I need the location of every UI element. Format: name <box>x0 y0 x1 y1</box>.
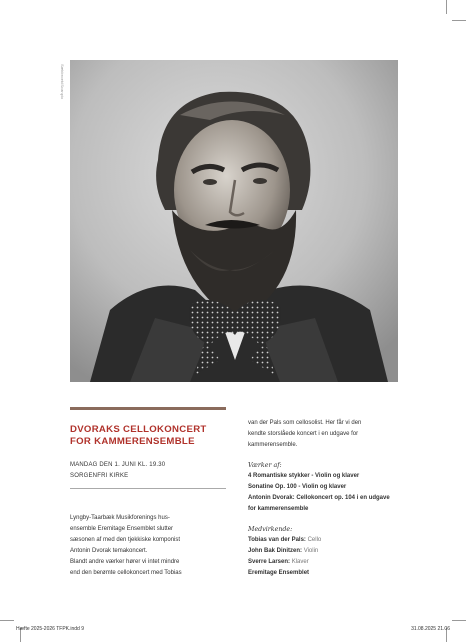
event-venue: SORGENFRI KIRKE <box>70 473 129 479</box>
text-line: end den berømte cellokoncert med Tobias <box>70 570 182 576</box>
performer-role: Klaver <box>291 559 309 565</box>
performer-line <box>248 568 408 579</box>
performers-heading: Medvirkende: <box>248 526 293 533</box>
work-line: for kammerensemble <box>248 506 309 512</box>
performer-name: Tobias van der Pals: <box>248 537 306 543</box>
text-line: kammerensemble. <box>248 442 298 448</box>
right-column <box>248 418 408 579</box>
text-line: Lyngby-Taarbæk Musikforenings hus- <box>70 515 170 521</box>
divider <box>70 488 226 489</box>
footer-timestamp: 31.08.2025 21.06 <box>411 626 450 632</box>
photo-credit: Sækbroek/Scanpix <box>60 64 65 100</box>
text-line: ensemble Eremitage Ensemblet slutter <box>70 526 174 532</box>
work-line: Antonin Dvorak: Cellokoncert op. 104 i en udgave <box>248 495 390 501</box>
event-date: MANDAG DEN 1. JUNI KL. 19.30 <box>70 462 166 468</box>
text-line: van der Pals som cellosolist. Her får vi den <box>248 420 362 426</box>
crop-mark <box>452 20 466 21</box>
intro-paragraph <box>70 513 230 579</box>
title-line: FOR KAMMERENSEMBLE <box>70 435 195 447</box>
footer-file-info: Hæfte 2025-2026 TFPK.indd 9 <box>16 626 85 632</box>
work-line: Sonatine Op. 100 - Violin og klaver <box>248 484 347 490</box>
event-meta <box>70 460 230 482</box>
crop-mark <box>0 620 14 621</box>
performer-name: Eremitage Ensemblet <box>248 570 310 576</box>
performer-name: Sverre Larsen: <box>248 559 291 565</box>
crop-mark <box>446 0 447 14</box>
work-line: 4 Romantiske stykker - Violin og klaver <box>248 473 360 479</box>
text-line: Blandt andre værker hører vi intet mindre <box>70 559 180 565</box>
title-rule <box>70 407 226 410</box>
crop-mark <box>452 620 466 621</box>
text-line: sæsonen af med den tjekkiske komponist <box>70 537 181 543</box>
performer-role: Cello <box>307 537 322 543</box>
text-line: kendte storslåede koncert i en udgave for <box>248 431 359 437</box>
performer-line <box>248 546 408 557</box>
portrait-photo <box>70 60 398 382</box>
works-heading: Værker af: <box>248 462 282 469</box>
text-line: Antonin Dvorak temakoncert. <box>70 548 148 554</box>
performer-role: Violin <box>303 548 319 554</box>
title-line: DVORAKS CELLOKONCERT <box>70 424 207 435</box>
performer-name: John Bak Dinitzen: <box>248 548 303 554</box>
page-title <box>70 424 240 447</box>
performer-line <box>248 535 408 546</box>
performer-line <box>248 557 408 568</box>
